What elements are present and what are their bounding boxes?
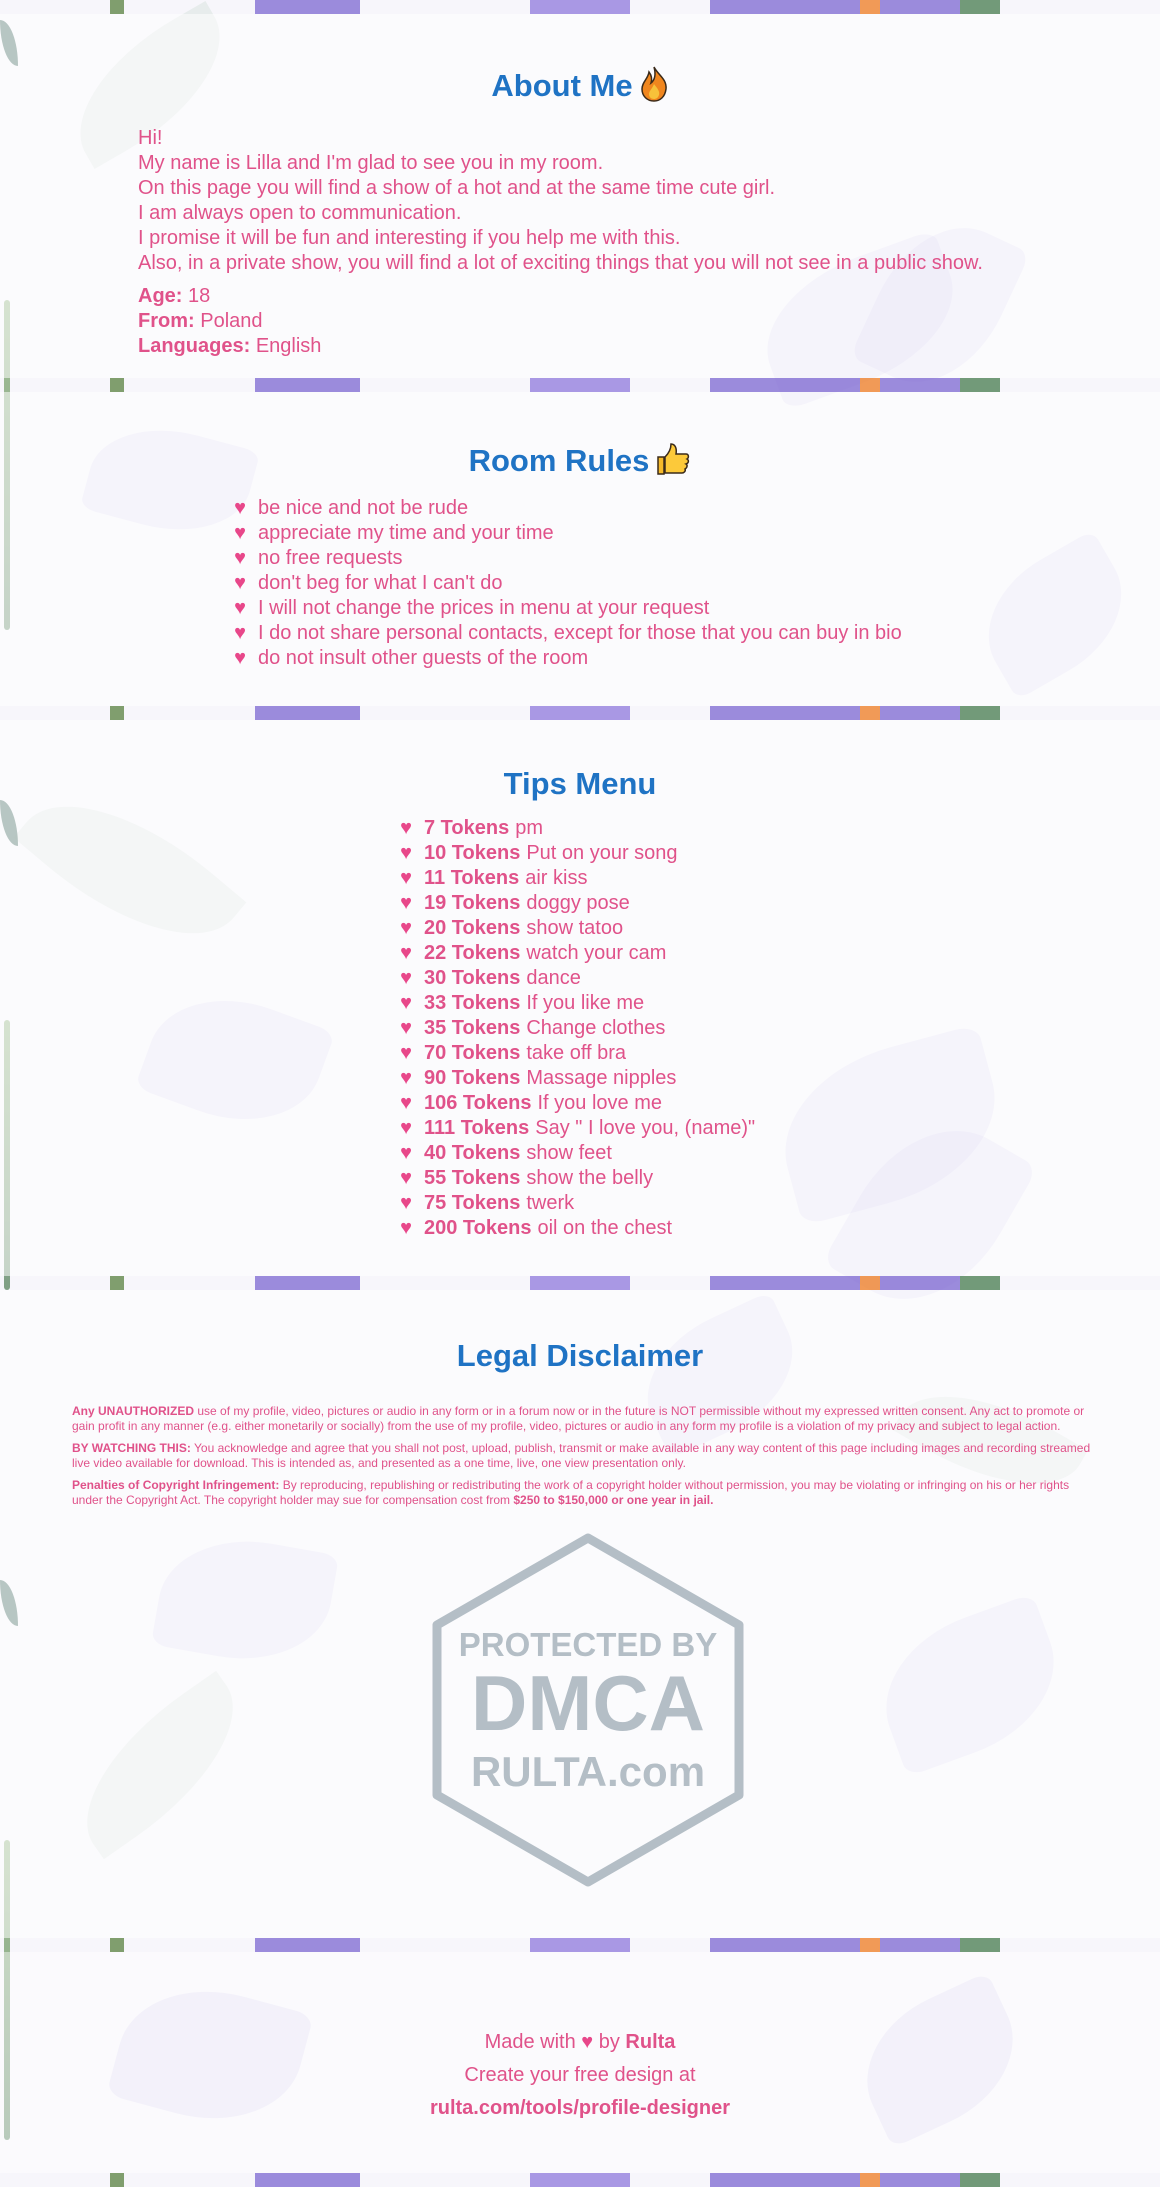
tip-amount: 40 Tokens: [424, 1142, 521, 1164]
bio-line: Also, in a private show, you will find a lot of exciting things that you will not see in a public show.: [138, 252, 983, 274]
tips-title: Tips Menu: [503, 766, 657, 801]
create-design-line: Create your free design at: [464, 2064, 696, 2086]
heart-icon: ♥: [400, 1092, 412, 1114]
tip-action: air kiss: [525, 867, 588, 889]
tip-action: show tatoo: [526, 917, 624, 939]
tip-amount: 106 Tokens: [424, 1092, 532, 1114]
tip-action: Say " I love you, (name)": [535, 1117, 756, 1139]
heart-icon: ♥: [400, 892, 412, 914]
from-value: Poland: [200, 310, 263, 332]
profile-designer-link[interactable]: rulta.com/tools/profile-designer: [429, 2097, 731, 2119]
heart-icon: ♥: [234, 547, 246, 569]
tip-action: Massage nipples: [526, 1067, 677, 1089]
heart-icon: ♥: [400, 917, 412, 939]
tip-action: twerk: [526, 1192, 575, 1214]
list-item: [396, 1141, 755, 1166]
list-item: [396, 1091, 755, 1116]
tip-amount: 10 Tokens: [424, 842, 521, 864]
heart-icon: ♥: [400, 1217, 412, 1239]
list-item: [396, 1041, 755, 1066]
rules-section: [0, 392, 1160, 706]
bio-line: I am always open to communication.: [138, 202, 462, 224]
list-item: [396, 1066, 755, 1091]
tip-action: oil on the chest: [537, 1217, 672, 1239]
list-item: [396, 1166, 755, 1191]
heart-icon: ♥: [234, 597, 246, 619]
fire-icon: [639, 66, 669, 110]
bio-line: On this page you will find a show of a hot and at the same time cute girl.: [138, 177, 776, 199]
about-section: [0, 14, 1160, 378]
tip-amount: 11 Tokens: [424, 867, 520, 889]
legal-title: Legal Disclaimer: [456, 1338, 704, 1373]
tip-action: dance: [526, 967, 581, 989]
from-row: From: Poland: [138, 310, 263, 332]
age-row: Age: 18: [138, 285, 211, 307]
legal-paragraph-penalties: Penalties of Copyright Infringement: By reproducing, republishing or redistributing the work of a copyright holder without permission, you may be violating or infringing on his or her rights under the Copyright Act. The copyright holder may sue for compensation cost from $250 to $150,000 or one year in jail.: [72, 1478, 1070, 1507]
list-item: [396, 891, 755, 916]
tip-amount: 200 Tokens: [424, 1217, 532, 1239]
thumbs-up-icon: [655, 442, 691, 484]
tip-amount: 75 Tokens: [424, 1192, 521, 1214]
rules-list: [230, 496, 902, 671]
heart-icon: ♥: [400, 1042, 412, 1064]
heart-icon: ♥: [400, 842, 412, 864]
legal-text: [72, 1404, 1102, 1515]
dmca-line-rulta: RULTA.com: [470, 1748, 706, 1795]
tip-amount: 30 Tokens: [424, 967, 521, 989]
list-item: ♥ be nice and not be rude: [230, 496, 902, 521]
rules-title: Room Rules: [0, 442, 1160, 484]
legal-paragraph-unauthorized: Any UNAUTHORIZED use of my profile, video, pictures or audio in any form or in a forum now or in the future is NOT permissible without my expressed written consent. Any act to promote or gain profit in any manner (e.g. either monetarily or socially) from the use of my profile, video, pictures or audio in any form my profile is a violation of my privacy and subject to legal action.: [72, 1404, 1085, 1433]
bio-line: Hi!: [138, 127, 163, 149]
list-item: ♥ don't beg for what I can't do: [230, 571, 902, 596]
tip-amount: 90 Tokens: [424, 1067, 521, 1089]
tip-amount: 33 Tokens: [424, 992, 521, 1014]
list-item: ♥ I will not change the prices in menu at your request: [230, 596, 902, 621]
age-value: 18: [188, 285, 211, 307]
list-item: ♥ no free requests: [230, 546, 902, 571]
tip-action: If you love me: [537, 1092, 662, 1114]
tip-amount: 111 Tokens: [424, 1117, 530, 1139]
tip-amount: 35 Tokens: [424, 1017, 521, 1039]
heart-icon: ♥: [234, 622, 246, 644]
heart-icon: ♥: [400, 967, 412, 989]
tip-action: show feet: [526, 1142, 612, 1164]
footer: [0, 2026, 1160, 2125]
list-item: [396, 966, 755, 991]
bio-line: My name is Lilla and I'm glad to see you in my room.: [138, 152, 604, 174]
tip-action: Put on your song: [526, 842, 678, 864]
languages-row: Languages: English: [138, 335, 322, 357]
list-item: [396, 816, 755, 841]
heart-icon: ♥: [400, 1167, 412, 1189]
tip-amount: 55 Tokens: [424, 1167, 521, 1189]
heart-icon: ♥: [234, 572, 246, 594]
bio-line: I promise it will be fun and interesting if you help me with this.: [138, 227, 681, 249]
tip-action: watch your cam: [526, 942, 667, 964]
tip-action: pm: [515, 817, 544, 839]
tip-amount: 70 Tokens: [424, 1042, 521, 1064]
heart-icon: ♥: [400, 867, 412, 889]
tip-amount: 22 Tokens: [424, 942, 521, 964]
tip-action: take off bra: [526, 1042, 627, 1064]
tip-action: Change clothes: [526, 1017, 666, 1039]
list-item: [396, 916, 755, 941]
heart-icon: ♥: [400, 1017, 412, 1039]
heart-icon: ♥: [400, 817, 412, 839]
heart-icon: ♥: [234, 647, 246, 669]
tip-amount: 20 Tokens: [424, 917, 521, 939]
dmca-line-protected: PROTECTED BY: [458, 1626, 718, 1663]
list-item: [396, 841, 755, 866]
heart-icon: ♥: [234, 522, 246, 544]
about-facts: [138, 284, 321, 359]
heart-icon: ♥: [400, 1117, 412, 1139]
list-item: ♥ appreciate my time and your time: [230, 521, 902, 546]
languages-value: English: [255, 335, 322, 357]
tip-action: If you like me: [526, 992, 645, 1014]
brand-link[interactable]: Rulta: [625, 2031, 676, 2053]
heart-icon: ♥: [581, 2031, 594, 2053]
list-item: [396, 941, 755, 966]
about-bio: [138, 126, 983, 276]
tip-amount: 19 Tokens: [424, 892, 521, 914]
made-with-line: Made with ♥ by Rulta: [484, 2031, 676, 2053]
tips-section: [0, 720, 1160, 1276]
legal-paragraph-watching: BY WATCHING THIS: You acknowledge and agree that you shall not post, upload, publish, transmit or make available in any way content of this page including images and recording streamed live video available for download. This is intended as, and presented as a one time, live, one view presentation only.: [72, 1441, 1091, 1470]
tip-amount: 7 Tokens: [424, 817, 510, 839]
list-item: [396, 1016, 755, 1041]
list-item: [396, 1216, 755, 1241]
heart-icon: ♥: [400, 1142, 412, 1164]
heart-icon: ♥: [400, 1192, 412, 1214]
heart-icon: ♥: [400, 1067, 412, 1089]
list-item: ♥ I do not share personal contacts, except for those that you can buy in bio: [230, 621, 902, 646]
list-item: ♥ do not insult other guests of the room: [230, 646, 902, 671]
list-item: [396, 1191, 755, 1216]
list-item: [396, 991, 755, 1016]
about-title: About Me: [0, 66, 1160, 110]
tip-action: doggy pose: [526, 892, 630, 914]
heart-icon: ♥: [234, 497, 246, 519]
heart-icon: ♥: [400, 942, 412, 964]
tips-list: [396, 816, 755, 1241]
heart-icon: ♥: [400, 992, 412, 1014]
dmca-badge[interactable]: [427, 1530, 749, 1890]
dmca-line-dmca: DMCA: [471, 1659, 705, 1747]
tip-action: show the belly: [526, 1167, 654, 1189]
list-item: [396, 1116, 755, 1141]
list-item: [396, 866, 755, 891]
